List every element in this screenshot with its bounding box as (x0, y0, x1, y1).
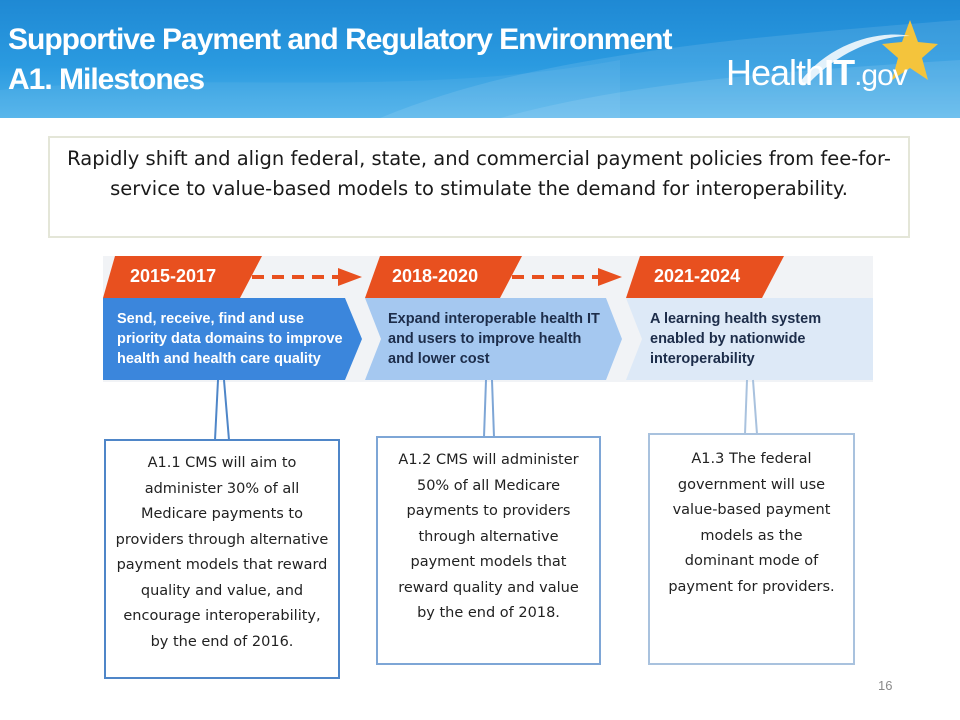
connector-1 (215, 380, 229, 440)
milestone-box-2: A1.2 CMS will administer 50% of all Medicare payments to providers through alternative payment models that reward quality and value by the end of 2018. (376, 436, 601, 665)
goal-statement: Rapidly shift and align federal, state, and commercial payment policies from fee-for-service to value-based models to stimulate the demand for interoperability. (48, 136, 910, 238)
title-line-1: Supportive Payment and Regulatory Environment (8, 23, 672, 56)
logo-text-it: IT (824, 52, 855, 93)
connector-2 (484, 380, 494, 437)
milestone-box-3: A1.3 The federal government will use value-based payment models as the dominant mode of payment for providers. (648, 433, 855, 665)
phase-years-3: 2021-2024 (654, 266, 741, 286)
logo-text-gov: .gov (854, 59, 907, 92)
title-line-2: A1. Milestones (8, 63, 205, 96)
milestone-box-1: A1.1 CMS will aim to administer 30% of all Medicare payments to providers through alternative payment models that reward quality and value, and encourage interoperability, by the end of 2016. (104, 439, 340, 679)
phase-years-2: 2018-2020 (392, 266, 479, 286)
page-number: 16 (878, 678, 893, 693)
connector-3 (745, 380, 757, 434)
logo-text-health: Health (726, 52, 825, 93)
phase-text-2: Expand interoperable health IT and users to improve health and lower cost (388, 311, 600, 367)
phase-text-3: A learning health system enabled by nationwide interoperability (650, 311, 822, 367)
phase-years-1: 2015-2017 (130, 266, 217, 286)
phase-text-1: Send, receive, find and use priority data domains to improve health and health care quality (117, 311, 343, 367)
